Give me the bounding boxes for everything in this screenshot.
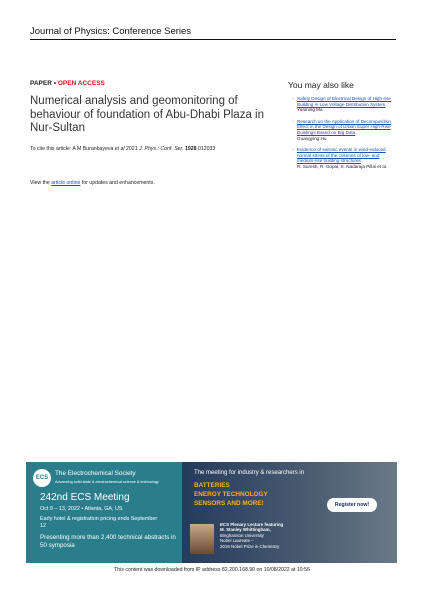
plenary-line: M. Stanley Whittingham, <box>220 527 271 533</box>
citation-etal: et al <box>114 146 125 152</box>
plenary-info <box>220 522 330 549</box>
related-item-authors: Yuaming Ma <box>297 107 323 113</box>
society-subtitle: Advancing solid state & electrochemical science & technology <box>55 480 159 484</box>
view-online-note <box>30 180 155 186</box>
related-item-title[interactable]: Research on the Application of Decomposition Effect in the Design of Urban Super High-Rise Buildings Based on Big Data <box>297 118 391 135</box>
plenary-line: Nobel Laureate – <box>220 538 254 544</box>
related-item-authors: Guangying Hu <box>297 135 327 141</box>
ad-tagline: The meeting for industry & researchers in <box>194 470 305 476</box>
bullet-dash: - <box>292 147 294 153</box>
bullet-dash: - <box>292 96 294 101</box>
ecs-advertisement-banner[interactable] <box>26 462 397 563</box>
ad-meeting-dates: Oct 9 – 13, 2022 • Atlanta, GA, US <box>40 506 123 512</box>
citation-year: 2021 <box>124 146 140 152</box>
open-access-badge: OPEN ACCESS <box>57 80 105 87</box>
article-title: Numerical analysis and geomonitoring of behaviour of foundation of Abu-Dhabi Plaza in Nur-Sultan <box>30 95 264 134</box>
related-item <box>292 96 397 113</box>
paper-label: PAPER <box>30 80 52 87</box>
citation-number: 012033 <box>196 146 216 152</box>
related-item-title[interactable]: Evidence of seismic events in wind-induced normal stress of the columns of low- and medium-rise building structures <box>297 147 386 164</box>
register-now-button[interactable]: Register now! <box>327 498 377 512</box>
society-title: The Electrochemical Society <box>55 470 136 477</box>
plenary-line: 2019 Nobel Prize in Chemistry <box>220 543 280 549</box>
ad-early-pricing: Early hotel & registration pricing ends September 12 <box>40 516 158 529</box>
citation-volume: 1928 <box>183 146 197 152</box>
ad-keyword: ENERGY TECHNOLOGY <box>194 491 268 498</box>
paper-type-label <box>30 80 105 87</box>
citation <box>30 146 270 152</box>
related-item <box>292 118 397 141</box>
journal-name: Journal of Physics: Conference Series <box>30 26 192 37</box>
related-item <box>292 147 397 169</box>
ad-keyword: SENSORS AND MORE! <box>194 500 264 507</box>
citation-prefix: To cite this article: A M Buranbayeva <box>30 146 115 152</box>
download-footer: This content was downloaded from IP address 82.200.168.90 on 10/08/2022 at 10:56 <box>114 567 310 573</box>
ad-society-name <box>55 470 175 486</box>
view-suffix: for updates and enhancements. <box>80 180 155 186</box>
ad-left-panel <box>26 462 182 563</box>
related-item-authors: R. Suresh, R. Gopal, S. Nadaraja Pillai et al. <box>297 163 388 169</box>
article-online-link[interactable]: article online <box>51 180 81 186</box>
label-separator: • <box>51 80 58 87</box>
related-articles-list <box>292 96 397 176</box>
bullet-dash: - <box>292 118 294 124</box>
view-prefix: View the <box>30 180 52 186</box>
plenary-line: ECS Plenary Lecture featuring <box>220 522 284 527</box>
speaker-photo <box>190 524 214 554</box>
ad-right-panel <box>182 462 397 563</box>
header-divider <box>30 39 396 40</box>
ad-meeting-name: 242nd ECS Meeting <box>40 492 130 503</box>
related-title: You may also like <box>288 80 354 90</box>
citation-journal: J. Phys.: Conf. Ser. <box>139 146 184 152</box>
related-item-title[interactable]: Safety Design of Electrical Design of High-rise Building in Low Voltage Distribution System <box>297 96 391 107</box>
plenary-line: Binghamton University <box>220 532 264 538</box>
ad-keyword: BATTERIES <box>194 482 230 489</box>
ecs-logo-icon: ECS <box>33 469 51 487</box>
ad-abstract-count: Presenting more than 2,400 technical abstracts in 50 symposia <box>40 534 176 549</box>
